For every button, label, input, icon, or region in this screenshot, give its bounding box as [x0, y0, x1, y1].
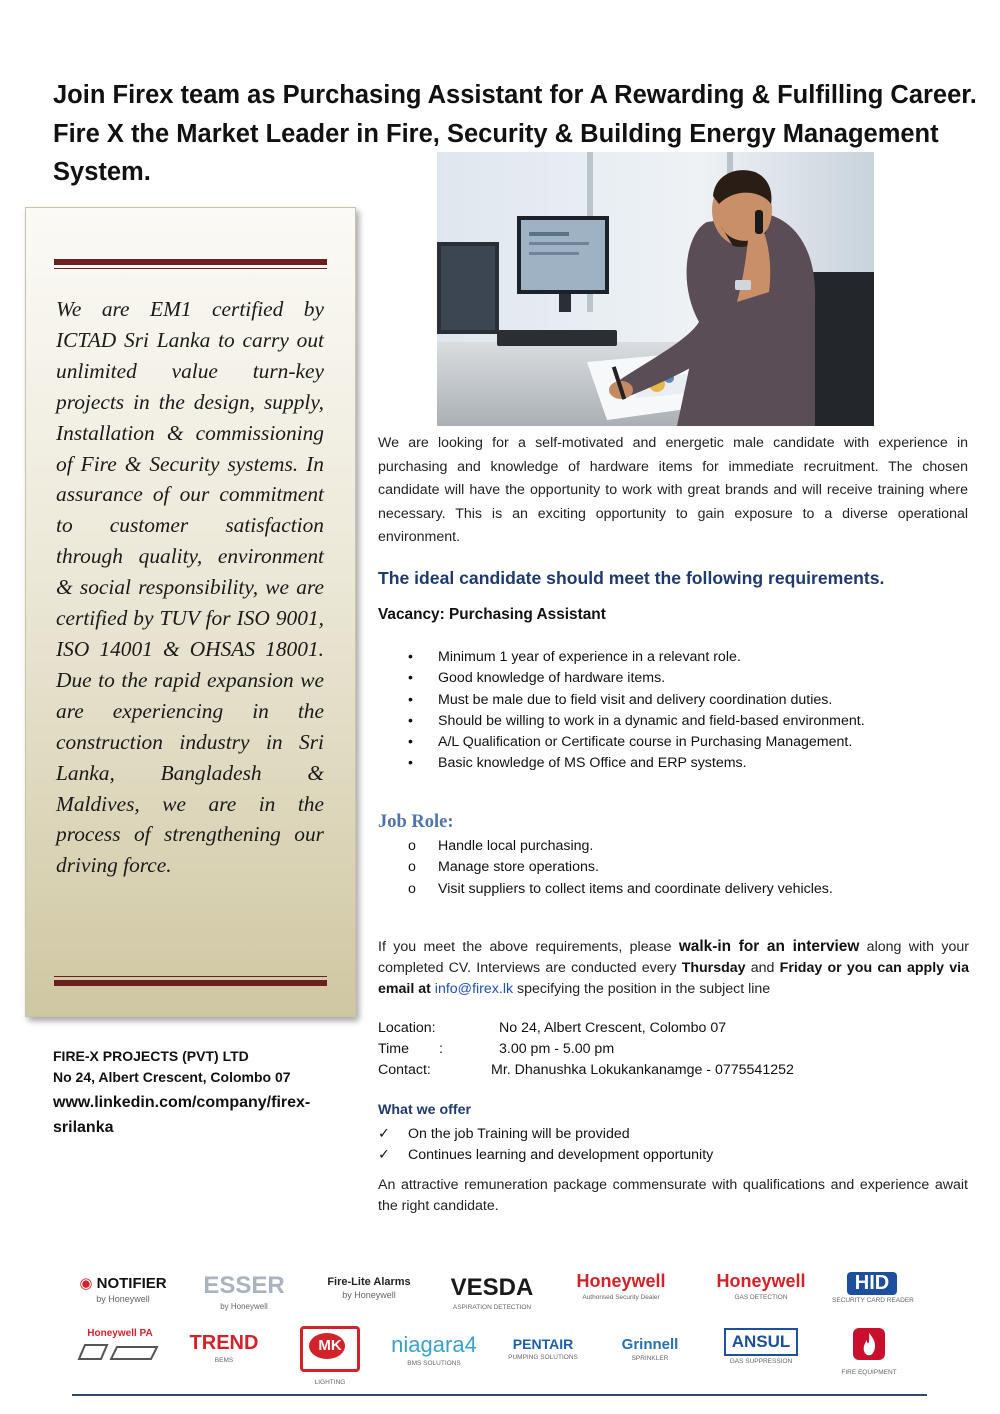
- circle-bullet-icon: o: [408, 880, 416, 897]
- location-label: Location:: [378, 1020, 436, 1036]
- location-row: [378, 1018, 727, 1039]
- footer-divider: [72, 1394, 927, 1396]
- friday-text: Friday or you can apply via email at: [378, 959, 969, 997]
- bullet-icon: •: [408, 670, 413, 687]
- company-name: FIRE-X PROJECTS (PVT) LTD: [53, 1048, 249, 1064]
- pentair-logo: PENTAIR PUMPING SOLUTIONS: [508, 1336, 578, 1361]
- job-role-list: [378, 836, 833, 900]
- time-colon: :: [439, 1041, 443, 1058]
- bottom-divider: [54, 976, 327, 986]
- check-icon: ✓: [378, 1146, 390, 1163]
- job-role-text: Visit suppliers to collect items and coordinate delivery vehicles.: [438, 880, 833, 897]
- linkedin-link[interactable]: www.linkedin.com/company/firex-srilanka: [53, 1094, 311, 1136]
- partner-logos: [64, 1266, 924, 1386]
- check-icon: ✓: [378, 1126, 390, 1142]
- requirement-text: A/L Qualification or Certificate course in Purchasing Management.: [438, 734, 853, 751]
- esser-logo: ESSER by Honeywell: [203, 1272, 285, 1311]
- contact-label: Contact:: [378, 1062, 431, 1079]
- list-item: [378, 879, 833, 900]
- requirement-text: Basic knowledge of MS Office and ERP systems.: [438, 755, 747, 772]
- company-info: [53, 1046, 343, 1140]
- thursday-text: Thursday: [681, 959, 746, 976]
- apply-text: and: [745, 959, 780, 976]
- email-link[interactable]: info@firex.lk: [434, 980, 514, 997]
- mk-logo: MK LIGHTING: [300, 1326, 360, 1386]
- requirement-text: Should be willing to work in a dynamic and field-based environment.: [438, 712, 865, 729]
- office-worker-photo: [437, 152, 874, 426]
- grinnell-logo: Grinnell SPRINKLER: [621, 1336, 679, 1362]
- notifier-logo: ◉ NOTIFIER by Honeywell: [79, 1275, 167, 1304]
- mk-badge: MK: [300, 1326, 360, 1372]
- requirements-heading: The ideal candidate should meet the following requirements.: [378, 568, 885, 588]
- walk-in-text: walk-in for an interview: [678, 938, 860, 955]
- vacancy-title: Vacancy: Purchasing Assistant: [378, 606, 606, 623]
- company-profile-text: We are EM1 certified by ICTAD Sri Lanka to carry out unlimited value turn-key projects in the design, supply, Installation & commissioning of Fire & Security systems. In assurance of our commitment to customer satisfaction through quality, environment & social responsibility, we are certified by TUV for ISO 9001, ISO 14001 & OHSAS 18001. Due to the rapid expansion we are experiencing in the construction industry in Sri Lanka, Bangladesh & Maldives, we are in the process of strengthening our driving force.: [56, 297, 324, 878]
- circle-bullet-icon: o: [408, 838, 416, 854]
- top-divider: [54, 259, 327, 269]
- apply-paragraph: [378, 937, 969, 999]
- company-address: No 24, Albert Crescent, Colombo 07: [53, 1069, 291, 1085]
- bullet-icon: •: [408, 649, 413, 665]
- requirement-text: Minimum 1 year of experience in a relevant role.: [438, 649, 741, 665]
- requirement-text: Good knowledge of hardware items.: [438, 670, 666, 687]
- apply-text: specifying the position in the subject line: [513, 980, 771, 997]
- bullet-icon: •: [408, 755, 413, 772]
- offer-text: On the job Training will be provided: [408, 1126, 630, 1142]
- company-profile-box: [25, 207, 356, 1017]
- niagara-logo: niagara4 BMS SOLUTIONS: [391, 1332, 477, 1367]
- time-row: [378, 1039, 615, 1060]
- trend-logo: TREND BEMS: [189, 1332, 259, 1364]
- offer-text: Continues learning and development opportunity: [408, 1146, 714, 1163]
- apply-text: If you meet the above requirements, please: [378, 939, 679, 955]
- job-role-heading: Job Role:: [378, 812, 454, 832]
- hid-logo: HID SECURITY CARD READER: [832, 1272, 914, 1304]
- pa-speaker-icon: [77, 1339, 163, 1365]
- bullet-icon: •: [408, 712, 413, 729]
- fire-lite-logo: Fire-Lite Alarms by Honeywell: [327, 1276, 411, 1300]
- offer-list: [378, 1124, 713, 1165]
- interview-details: [378, 1018, 794, 1082]
- list-item: [378, 690, 865, 711]
- bullet-icon: •: [408, 734, 413, 751]
- apply-text: along with your completed CV. Interviews are conducted every: [378, 939, 969, 976]
- vesda-logo: VESDA ASPIRATION DETECTION: [450, 1274, 534, 1311]
- circle-bullet-icon: o: [408, 859, 416, 876]
- job-role-text: Manage store operations.: [438, 859, 599, 876]
- flame-icon: [851, 1326, 887, 1362]
- headline-line-1: Join Firex team as Purchasing Assistant for A Rewarding & Fulfilling Career.: [53, 81, 977, 109]
- list-item: [378, 1124, 713, 1145]
- list-item: [378, 857, 833, 878]
- job-role-text: Handle local purchasing.: [438, 838, 594, 854]
- contact-row: [378, 1060, 794, 1081]
- fire-equipment-logo: FIRE EQUIPMENT: [838, 1326, 900, 1376]
- honeywell-gas-logo: Honeywell GAS DETECTION: [716, 1271, 806, 1301]
- contact-value: Mr. Dhanushka Lokukankanamge - 0775541252: [491, 1062, 794, 1079]
- list-item: [378, 711, 865, 732]
- list-item: [378, 836, 833, 857]
- bullet-icon: •: [408, 691, 413, 708]
- list-item: [378, 732, 865, 753]
- time-label: Time: [378, 1041, 410, 1058]
- list-item: [378, 647, 865, 668]
- requirements-list: [378, 647, 865, 775]
- offer-heading: What we offer: [378, 1102, 472, 1118]
- requirement-text: Must be male due to field visit and delivery coordination duties.: [438, 691, 833, 708]
- list-item: [378, 668, 865, 689]
- honeywell-security-logo: Honeywell Authorised Security Dealer: [576, 1271, 666, 1301]
- list-item: [378, 1145, 713, 1166]
- headline-line-3: System.: [53, 158, 151, 186]
- office-photo-illustration: [437, 152, 874, 426]
- headline-line-2: Fire X the Market Leader in Fire, Security & Building Energy Management: [53, 119, 939, 148]
- list-item: [378, 753, 865, 774]
- honeywell-pa-logo: Honeywell PA: [72, 1328, 168, 1370]
- time-value: 3.00 pm - 5.00 pm: [499, 1041, 615, 1058]
- location-value: No 24, Albert Crescent, Colombo 07: [499, 1020, 727, 1036]
- ansul-logo: ANSUL GAS SUPPRESSION: [720, 1328, 802, 1365]
- intro-paragraph: We are looking for a self-motivated and energetic male candidate with experience in purchasing and knowledge of hardware items for immediate recruitment. The chosen candidate will have the opportunity to work with great brands and will receive training where necessary. This is an exciting opportunity to gain exposure to a diverse operational environment.: [378, 435, 968, 546]
- closing-paragraph: An attractive remuneration package commensurate with qualifications and experience await the right candidate.: [378, 1177, 968, 1214]
